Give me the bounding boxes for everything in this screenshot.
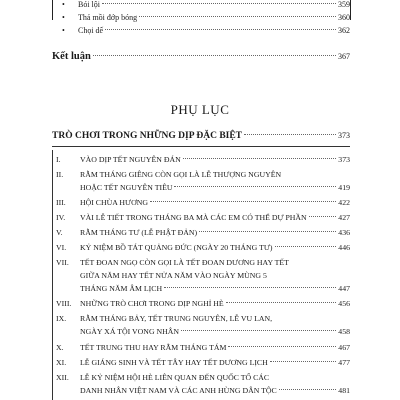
item-numeral: II. bbox=[56, 170, 64, 179]
section-left-border bbox=[52, 150, 53, 400]
toc-page-number: 360 bbox=[338, 13, 350, 22]
leader-dots bbox=[244, 134, 336, 135]
leader-dots bbox=[228, 346, 336, 347]
toc-item-5[interactable] bbox=[56, 228, 350, 237]
toc-item-12-cont[interactable] bbox=[80, 386, 350, 395]
item-title-cont: DANH NHÂN VIỆT NAM VÀ CÁC ANH HÙNG DÂN TỘC bbox=[80, 386, 277, 395]
leader-dots bbox=[139, 16, 336, 17]
item-title: RẰM THÁNG TƯ (LỄ PHẬT ĐẢN) bbox=[80, 228, 198, 237]
toc-page-number: 446 bbox=[338, 243, 350, 252]
toc-page-number: 362 bbox=[338, 26, 350, 35]
item-title-cont: NGÀY XÁ TỘI VONG NHÂN bbox=[80, 327, 180, 336]
item-title: NHỮNG TRÒ CHƠI TRONG DỊP NGHỈ HÈ bbox=[80, 299, 224, 308]
toc-page-number: 422 bbox=[338, 198, 350, 207]
item-numeral: X. bbox=[56, 343, 64, 352]
leader-dots bbox=[150, 201, 336, 202]
leader-dots bbox=[105, 29, 336, 30]
item-title: KỶ NIỆM BỒ TÁT QUẢNG ĐỨC (NGÀY 20 THÁNG TƯ) bbox=[80, 243, 273, 252]
toc-item-2-cont[interactable] bbox=[80, 183, 350, 192]
bullet-icon: • bbox=[62, 13, 65, 22]
item-numeral: III. bbox=[56, 198, 66, 207]
item-title: TẾT ĐOAN NGỌ CÒN GỌI LÀ TẾT ĐOAN DƯƠNG HAY TẾT bbox=[80, 258, 289, 267]
toc-entry-conclusion[interactable] bbox=[52, 51, 350, 62]
leader-dots bbox=[279, 389, 337, 390]
toc-item-7[interactable] bbox=[56, 258, 350, 267]
leader-dots bbox=[226, 302, 337, 303]
conclusion-title: Kết luận bbox=[52, 51, 91, 62]
toc-page-number: 373 bbox=[338, 131, 350, 140]
item-title: RẰM THÁNG BẢY, TẾT TRUNG NGUYÊN, LỄ VU LAN, bbox=[80, 314, 273, 323]
toc-page-number: 436 bbox=[338, 228, 350, 237]
item-numeral: XII. bbox=[56, 373, 69, 382]
item-numeral: I. bbox=[56, 155, 61, 164]
leader-dots bbox=[164, 287, 336, 288]
bullet-icon: • bbox=[62, 0, 65, 9]
toc-item-3[interactable] bbox=[56, 198, 350, 207]
toc-entry-title: Thả mồi đớp bóng bbox=[78, 13, 138, 22]
leader-dots bbox=[270, 361, 337, 362]
top-right-border bbox=[350, 0, 351, 20]
leader-dots bbox=[93, 55, 336, 56]
toc-item-9-cont[interactable] bbox=[80, 327, 350, 336]
item-numeral: VII. bbox=[56, 258, 69, 267]
item-numeral: VIII. bbox=[56, 299, 72, 308]
toc-page-number: 481 bbox=[338, 386, 350, 395]
toc-entry-title: Chọi dế bbox=[78, 26, 104, 35]
item-title: VÀI LỄ TIẾT TRONG THÁNG BA MÀ CÁC EM CÓ THỂ DỰ PHẦN bbox=[80, 213, 307, 222]
item-numeral: V. bbox=[56, 228, 63, 237]
toc-page-number: 456 bbox=[338, 299, 350, 308]
toc-item-9[interactable] bbox=[56, 314, 350, 323]
item-title-cont: THÁNG NĂM ÂM LỊCH bbox=[80, 284, 163, 293]
toc-item-8[interactable] bbox=[56, 299, 350, 308]
toc-page-number: 447 bbox=[338, 284, 350, 293]
toc-item-2[interactable] bbox=[56, 170, 350, 179]
item-title: RẰM THÁNG GIÊNG CÒN GỌI LÀ LỄ THƯỢNG NGUYÊN bbox=[80, 170, 282, 179]
bullet-icon: • bbox=[62, 26, 65, 35]
toc-entry-choi-de[interactable] bbox=[62, 26, 350, 35]
item-title: LỄ GIÁNG SINH VÀ TẾT TÂY HAY TẾT DƯƠNG LỊCH bbox=[80, 358, 268, 367]
item-title-cont: GIỮA NĂM HAY TẾT NỬA NĂM VÀO NGÀY MÙNG 5 bbox=[80, 271, 267, 280]
item-title: HỘI CHÙA HƯƠNG bbox=[80, 198, 148, 207]
toc-page-number: 373 bbox=[338, 155, 350, 164]
item-title: VÀO DỊP TẾT NGUYÊN ĐÁN bbox=[80, 155, 181, 164]
item-numeral: IX. bbox=[56, 314, 67, 323]
leader-dots bbox=[102, 3, 336, 4]
item-title-cont: HOẶC TẾT NGUYÊN TIÊU bbox=[80, 183, 173, 192]
leader-dots bbox=[183, 158, 337, 159]
toc-item-4[interactable] bbox=[56, 213, 350, 222]
top-left-border bbox=[52, 0, 53, 20]
toc-item-11[interactable] bbox=[56, 358, 350, 367]
leader-dots bbox=[199, 231, 336, 232]
toc-item-10[interactable] bbox=[56, 343, 350, 352]
leader-dots bbox=[275, 246, 337, 247]
leader-dots bbox=[181, 330, 336, 331]
toc-item-1[interactable] bbox=[56, 155, 350, 164]
item-title: TẾT TRUNG THU HAY RẰM THÁNG TÁM bbox=[80, 343, 227, 352]
toc-item-6[interactable] bbox=[56, 243, 350, 252]
toc-page-number: 359 bbox=[338, 0, 350, 9]
toc-page-number: 427 bbox=[338, 213, 350, 222]
toc-page-number: 467 bbox=[338, 343, 350, 352]
toc-section-header[interactable] bbox=[52, 131, 350, 141]
toc-page-number: 367 bbox=[338, 52, 350, 61]
appendix-heading: PHỤ LỤC bbox=[170, 102, 230, 117]
toc-page-number: 419 bbox=[338, 183, 350, 192]
toc-item-7-cont[interactable] bbox=[80, 284, 350, 293]
toc-page-number: 458 bbox=[338, 327, 350, 336]
item-numeral: IV. bbox=[56, 213, 66, 222]
toc-entry-boi-loi[interactable] bbox=[62, 0, 350, 9]
toc-entry-title: Bói lội bbox=[78, 0, 101, 9]
toc-item-12[interactable] bbox=[56, 373, 350, 382]
section-title: TRÒ CHƠI TRONG NHỮNG DỊP ĐẶC BIỆT bbox=[52, 131, 243, 141]
section-divider bbox=[52, 146, 350, 147]
item-title: LỄ KỶ NIỆM HỘI HÈ LIÊN QUAN ĐẾN QUỐC TỔ CÁC bbox=[80, 373, 270, 382]
leader-dots bbox=[309, 216, 337, 217]
item-numeral: VI. bbox=[56, 243, 67, 252]
leader-dots bbox=[174, 186, 336, 187]
toc-entry-tha-moi[interactable] bbox=[62, 13, 350, 22]
item-numeral: XI. bbox=[56, 358, 67, 367]
toc-page-number: 477 bbox=[338, 358, 350, 367]
